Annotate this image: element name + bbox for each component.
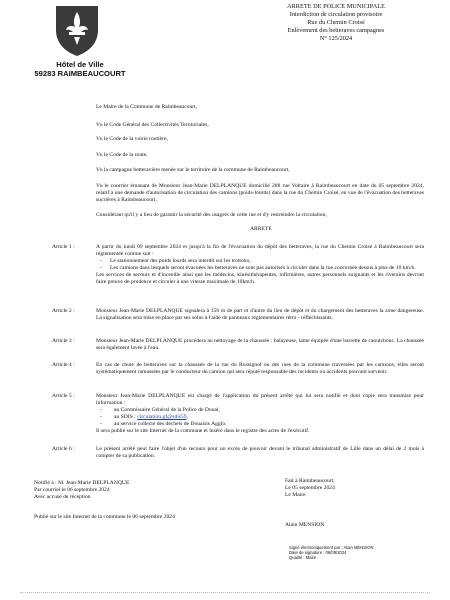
signed-by: Signé électroniquement par : Alain MENSION <box>289 545 374 550</box>
preamble-voirie: Vu le Code de la voirie routière, <box>96 136 168 142</box>
notification-block <box>34 480 204 501</box>
article-6-body: Le présent arrêté peut faire l'objet d'un recours pour un excès de pouvoir devant le tribunal administratif de Lille dans un délai de 2 mois à compter de sa publication. <box>96 446 424 459</box>
article-2-body: Monsieur Jean-Marie DELPLANQUE signalera à 150 m de part et d'autre du lieu de dépôt et du chargement des betteraves la zone dangereuse. La signalisation sera mise en place par ses soins à l'aide de panneaux réglementaires rétro - réfléchissants. <box>96 308 424 321</box>
signature-role: Le Maire <box>285 492 306 498</box>
sdis-email-link[interactable]: circulation.gf@sdis59 <box>137 414 187 420</box>
article-1-body <box>96 244 424 286</box>
preamble-letter: Vu le courrier émanant de Monsieur Jean-Marie DELPLANQUE domicilié 288 rue Voltaire à Raimbeaucourt en date du 05 septembre 2024, relatif à une demande d'autorisation de circulation des camions (poids-lourds) dans la rue du Chemin Croisé, en vue de l'évacuation des betteraves sucrières à Raimbeaucourt, <box>96 183 424 203</box>
preamble-route: Vu le Code de la route, <box>96 152 148 158</box>
decree-header <box>248 3 424 43</box>
article-6-label: Article 6 : <box>52 446 75 452</box>
article-1-bullet: - Le stationnement des poids lourds sera interdit sur les trottoirs, <box>96 258 424 265</box>
signature-timestamp: Date de signature : 06/09/2024 <box>289 550 347 556</box>
article-5-recipient: - au service collecte des déchets de Douaisis Agglo. <box>96 421 424 428</box>
publication-notice: Publié sur le site Internet de la commune le 06 septembre 2024 <box>34 514 175 520</box>
preamble-campaign: Vu la campagne betteravière menée sur le territoire de la commune de Raimbeaucourt, <box>96 167 290 173</box>
footer-rule <box>20 592 430 596</box>
article-5-recipient: - au SDIS : circulation.gf@sdis59, <box>96 414 424 421</box>
article-1-label: Article 1 : <box>52 244 75 250</box>
article-5-outro: Il sera publié sur le site Internet de la commune et inséré dans le registre des actes de l'exécutif. <box>96 428 310 434</box>
preamble-mayor: Le Maire de la Commune de Raimbeaucourt, <box>96 104 198 110</box>
city-hall-block <box>30 60 130 78</box>
article-3-body: Monsieur Jean-Marie DELPLANQUE procédera au nettoyage de la chaussée : balayeuse, lame équipée d'une barrette de caoutchouc. La chaussée sera également lavée à l'eau. <box>96 338 424 351</box>
article-1-bullet: - Les camions dans lesquels seront évacuées les betteraves ne sont pas autorisés à circuler dans la rue concernée dessus à plus de 10 km/h. <box>96 265 424 272</box>
signatory-name: Alain MENSION <box>285 522 325 528</box>
signature-place-block <box>285 478 405 499</box>
article-4-label: Article 4 : <box>52 362 75 368</box>
article-5-intro: Monsieur Jean-Marie DELPLANQUE est chargé de l'application du présent arrêté qui lui sera notifié et dont copie sera transmise pour information : <box>96 393 424 406</box>
preamble-considering: Considérant qu'il y a lieu de garantir la sécurité des usagers de cette rue et d'y restreindre la circulation, <box>96 212 327 218</box>
decree-type: ARRETE DE POLICE MUNICIPALE <box>287 3 385 10</box>
article-5-recipient: - au Commissaire Général de la Police de Douai, <box>96 407 424 414</box>
city-address: 59283 RAIMBEAUCOURT <box>34 69 126 78</box>
decree-purpose: Enlèvement des betteraves campagnes <box>287 27 385 34</box>
electronic-signature-block <box>289 545 419 561</box>
article-3-label: Article 3 : <box>52 338 75 344</box>
notified-by-email: Par courriel le 06 septembre 2024 <box>34 487 110 493</box>
decree-street: Rue du Chemin Croisé <box>307 19 365 26</box>
article-5-label: Article 5 : <box>52 393 75 399</box>
arrete-title: ARRETE <box>250 226 272 232</box>
decree-subject: Interdiction de circulation provisoire <box>289 11 383 18</box>
signature-place: Fait à Raimbeaucourt, <box>285 478 335 484</box>
signatory-quality: Qualité : Maire <box>289 555 317 561</box>
article-4-body: En cas de chute de betteraves sur la chaussée de la rue du Rossignol ou des rues de la commune traversées par les camions, elles seront systématiquement ramassées par le conducteur du camion qui sera réputé responsable des incidents ou accidents pouvant survenir. <box>96 362 424 375</box>
preamble-cgct: Vu le Code Général des Collectivités Territoriales, <box>96 122 209 128</box>
acknowledgement: Avec accusé de réception <box>34 494 91 500</box>
city-name: Hôtel de Ville <box>56 60 104 69</box>
article-1-outro: Les services de secours et d'incendie ainsi que les médecins, kinésithérapeutes, infirmières, autres personnels soignants et les riverains devront faire preuve de prudence et circuler à une vitesse maximale de 10km/h. <box>96 272 424 285</box>
signature-date: Le 05 septembre 2024 <box>285 485 335 491</box>
article-2-label: Article 2 : <box>52 308 75 314</box>
article-1-intro: A partir du lundi 09 septembre 2024 et jusqu'à la fin de l'évacuation du dépôt des betteraves, la rue du Chemin Croisé à Raimbeaucourt sera réglementée comme suit : <box>96 244 424 257</box>
notified-to: Notifié à : M. Jean-Marie DELPLANQUE <box>34 480 130 486</box>
coat-of-arms-logo <box>54 4 100 58</box>
decree-number: N° 125/2024 <box>319 35 353 42</box>
article-5-body <box>96 393 424 435</box>
